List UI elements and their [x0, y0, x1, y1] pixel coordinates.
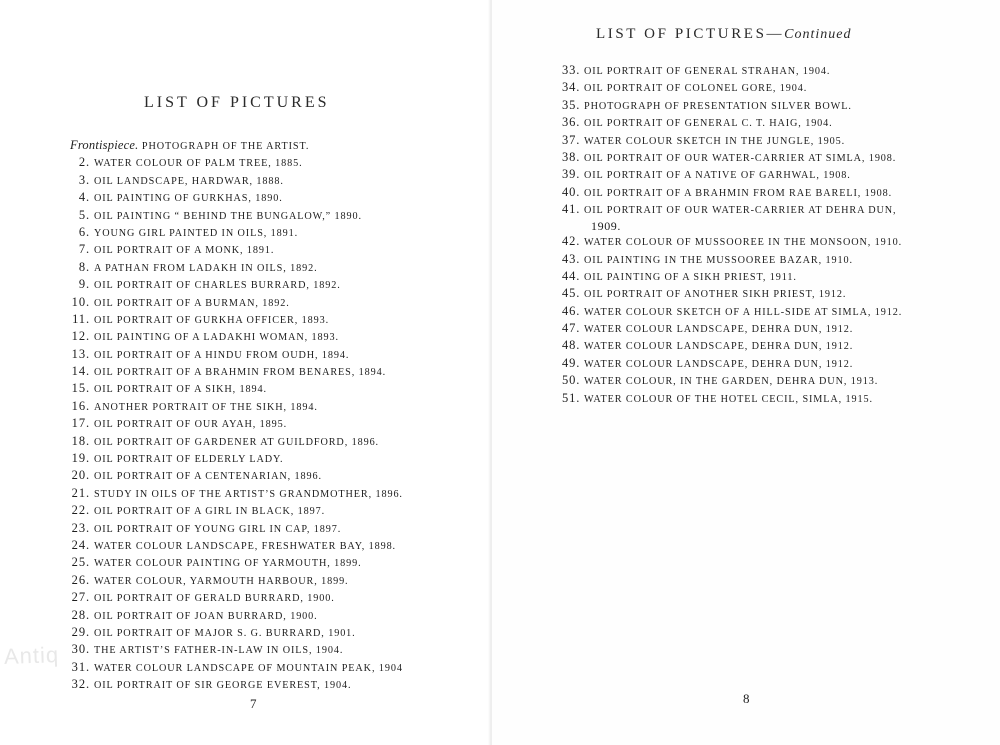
- list-item: [562, 79, 902, 96]
- right-page: [492, 0, 1000, 745]
- entry-text: OIL PORTRAIT OF A NATIVE OF GARHWAL, 1908.: [584, 170, 851, 182]
- entry-number: 4.: [78, 190, 90, 205]
- list-item: [70, 259, 403, 276]
- entry-text: WATER COLOUR LANDSCAPE, FRESHWATER BAY, 1898.: [94, 540, 397, 552]
- left-page: [0, 0, 492, 745]
- entry-text: STUDY IN OILS OF THE ARTIST’S GRANDMOTHER, 1896.: [94, 488, 403, 500]
- list-item: [70, 276, 403, 293]
- entry-text: OIL PORTRAIT OF GENERAL STRAHAN, 1904.: [584, 66, 831, 77]
- entry-number: 20.: [71, 468, 90, 483]
- entry-text: OIL PORTRAIT OF A BRAHMIN FROM RAE BARELI, 1908.: [584, 187, 893, 199]
- page-number: 8: [743, 691, 750, 706]
- entry-text: PHOTOGRAPH OF PRESENTATION SILVER BOWL.: [584, 100, 852, 112]
- list-item: [70, 294, 403, 311]
- list-item: [70, 554, 403, 571]
- list-item: [70, 415, 403, 432]
- list-item: [70, 502, 403, 519]
- entry-text: WATER COLOUR OF THE HOTEL CECIL, SIMLA, 1915.: [584, 393, 873, 405]
- entry-text: OIL PORTRAIT OF OUR WATER-CARRIER AT DEHRA DUN,: [584, 205, 897, 217]
- entry-number: 30.: [71, 642, 90, 657]
- entry-text: A PATHAN FROM LADAKH IN OILS, 1892.: [94, 262, 318, 274]
- entry-number: 42.: [562, 234, 581, 249]
- entry-number: 49.: [562, 355, 581, 370]
- entry-number: 41.: [562, 202, 581, 217]
- entry-number: 34.: [562, 80, 581, 95]
- entry-number: 27.: [71, 590, 90, 605]
- list-item: [562, 337, 902, 354]
- entry-number: 26.: [71, 572, 90, 587]
- entry-text: WATER COLOUR, IN THE GARDEN, DEHRA DUN, 1913.: [584, 376, 879, 388]
- entry-text: OIL PAINTING OF GURKHAS, 1890.: [94, 193, 283, 205]
- entry-text: WATER COLOUR LANDSCAPE, DEHRA DUN, 1912.: [584, 358, 854, 370]
- entry-text: YOUNG GIRL PAINTED IN OILS, 1891.: [94, 227, 299, 239]
- entry-text: OIL PORTRAIT OF OUR WATER-CARRIER AT SIMLA, 1908.: [584, 152, 897, 164]
- entry-number: 48.: [562, 338, 581, 353]
- entry-text: ANOTHER PORTRAIT OF THE SIKH, 1894.: [94, 401, 318, 413]
- list-item: [562, 97, 902, 114]
- frontispiece-label: Frontispiece.: [70, 138, 139, 152]
- page-title: LIST OF PICTURES: [144, 94, 330, 111]
- entry-number: 21.: [71, 485, 90, 500]
- entry-text: OIL PORTRAIT OF GERALD BURRARD, 1900.: [94, 593, 335, 605]
- entry-number: 43.: [562, 251, 581, 266]
- entry-text: WATER COLOUR LANDSCAPE, DEHRA DUN, 1912.: [584, 341, 854, 353]
- entry-number: 19.: [71, 451, 90, 466]
- title-continued: Continued: [784, 27, 852, 42]
- entry-text: WATER COLOUR PAINTING OF YARMOUTH, 1899.: [94, 558, 362, 570]
- entry-text: OIL LANDSCAPE, HARDWAR, 1888.: [94, 175, 284, 187]
- entry-number: 51.: [562, 390, 581, 405]
- list-item: [562, 233, 902, 250]
- list-item: [562, 114, 902, 131]
- list-item: [70, 380, 403, 397]
- entry-number: 6.: [78, 224, 90, 239]
- entry-text: THE ARTIST’S FATHER-IN-LAW IN OILS, 1904.: [94, 645, 344, 657]
- list-item: [562, 355, 902, 372]
- entry-text: OIL PORTRAIT OF SIR GEORGE EVEREST, 1904.: [94, 680, 352, 692]
- entry-number: 46.: [562, 303, 581, 318]
- entry-text: OIL PAINTING “ BEHIND THE BUNGALOW,” 1890.: [94, 210, 362, 222]
- entry-number: 24.: [71, 537, 90, 552]
- entry-text: OIL PORTRAIT OF GENERAL C. T. HAIG, 1904.: [584, 118, 833, 130]
- entry-number: 47.: [562, 321, 581, 336]
- list-item: [70, 624, 403, 641]
- entry-text: WATER COLOUR, YARMOUTH HARBOUR, 1899.: [94, 575, 349, 587]
- list-item: [70, 363, 403, 380]
- entry-number: 50.: [562, 373, 581, 388]
- list-item: [562, 390, 902, 407]
- entry-text: WATER COLOUR LANDSCAPE OF MOUNTAIN PEAK, 1904: [94, 662, 403, 674]
- entry-number: 13.: [71, 346, 90, 361]
- entry-text: OIL PORTRAIT OF A MONK, 1891.: [94, 245, 275, 257]
- entry-text: OIL PORTRAIT OF YOUNG GIRL IN CAP, 1897.: [94, 523, 342, 535]
- frontispiece-entry: [70, 137, 403, 154]
- list-item: [70, 537, 403, 554]
- entry-text: OIL PORTRAIT OF OUR AYAH, 1895.: [94, 419, 288, 431]
- list-item: [562, 303, 902, 320]
- entry-number: 39.: [562, 167, 581, 182]
- list-item: [70, 641, 403, 658]
- entry-number: 38.: [562, 149, 581, 164]
- watermark-text: Antiq: [3, 642, 60, 669]
- entry-number: 33.: [562, 63, 581, 77]
- entry-number: 11.: [72, 311, 90, 326]
- entry-number: 8.: [78, 259, 90, 274]
- entry-number: 31.: [71, 659, 90, 674]
- entry-text: OIL PORTRAIT OF A HINDU FROM OUDH, 1894.: [94, 349, 350, 361]
- entry-number: 22.: [71, 503, 90, 518]
- entry-text: OIL PORTRAIT OF A BURMAN, 1892.: [94, 297, 290, 309]
- list-item: [70, 676, 403, 693]
- list-item: [562, 201, 902, 233]
- entry-text: OIL PORTRAIT OF GARDENER AT GUILDFORD, 1896.: [94, 436, 380, 448]
- list-item: [562, 268, 902, 285]
- list-item: [70, 485, 403, 502]
- entry-number: 40.: [562, 184, 581, 199]
- page-number: 7: [250, 696, 257, 711]
- list-item: [70, 659, 403, 676]
- list-item: [70, 589, 403, 606]
- list-item: [70, 207, 403, 224]
- title-main: LIST OF PICTURES—: [596, 26, 785, 42]
- list-item: [70, 607, 403, 624]
- entry-text: OIL PORTRAIT OF A SIKH, 1894.: [94, 384, 267, 396]
- entry-number: 35.: [562, 97, 581, 112]
- entry-text: WATER COLOUR SKETCH OF A HILL-SIDE AT SIMLA, 1912.: [584, 306, 903, 318]
- entry-number: 23.: [71, 520, 90, 535]
- entry-number: 29.: [71, 624, 90, 639]
- list-item: [562, 62, 902, 79]
- entry-text: OIL PORTRAIT OF COLONEL GORE, 1904.: [584, 83, 808, 95]
- entry-text: OIL PORTRAIT OF ELDERLY LADY.: [94, 454, 284, 466]
- entry-text: OIL PORTRAIT OF A GIRL IN BLACK, 1897.: [94, 506, 326, 518]
- entry-text: OIL PORTRAIT OF GURKHA OFFICER, 1893.: [94, 314, 330, 326]
- list-item: [70, 520, 403, 537]
- entry-number: 25.: [71, 555, 90, 570]
- frontispiece-text: PHOTOGRAPH OF THE ARTIST.: [141, 141, 310, 152]
- entry-text: OIL PAINTING OF A LADAKHI WOMAN, 1893.: [94, 332, 339, 344]
- list-item: [70, 450, 403, 467]
- list-item: [70, 311, 403, 328]
- entry-number: 5.: [78, 207, 90, 222]
- entry-number: 16.: [71, 398, 90, 413]
- entry-text: OIL PORTRAIT OF A CENTENARIAN, 1896.: [94, 471, 322, 483]
- list-item: [562, 372, 902, 389]
- entry-text: OIL PAINTING OF A SIKH PRIEST, 1911.: [584, 271, 797, 283]
- entry-number: 3.: [78, 172, 90, 187]
- entry-number: 10.: [71, 294, 90, 309]
- entry-number: 36.: [562, 115, 581, 130]
- entry-text: WATER COLOUR SKETCH IN THE JUNGLE, 1905.: [584, 135, 846, 147]
- list-item: [70, 467, 403, 484]
- entry-number: 37.: [562, 132, 581, 147]
- entry-number: 44.: [562, 268, 581, 283]
- list-item: [562, 166, 902, 183]
- list-item: [562, 184, 902, 201]
- list-item: [562, 251, 902, 268]
- picture-list-right: [562, 62, 902, 407]
- list-item: [70, 572, 403, 589]
- entry-number: 14.: [71, 364, 90, 379]
- entry-number: 18.: [71, 433, 90, 448]
- list-item: [70, 154, 403, 171]
- list-item: [70, 433, 403, 450]
- list-item: [70, 189, 403, 206]
- list-item: [70, 328, 403, 345]
- entry-number: 7.: [78, 242, 90, 257]
- picture-list-left: [70, 137, 403, 694]
- entry-continuation: 1909.: [591, 218, 621, 233]
- entry-number: 12.: [71, 329, 90, 344]
- entry-number: 45.: [562, 286, 581, 301]
- list-item: [562, 285, 902, 302]
- entry-text: WATER COLOUR OF MUSSOOREE IN THE MONSOON, 1910.: [584, 237, 903, 249]
- list-item: [562, 149, 902, 166]
- entry-text: OIL PORTRAIT OF ANOTHER SIKH PRIEST, 1912.: [584, 289, 847, 301]
- entry-text: OIL PORTRAIT OF MAJOR S. G. BURRARD, 1901.: [94, 627, 356, 639]
- entry-text: WATER COLOUR OF PALM TREE, 1885.: [94, 158, 303, 170]
- entry-text: WATER COLOUR LANDSCAPE, DEHRA DUN, 1912.: [584, 324, 854, 336]
- list-item: [70, 172, 403, 189]
- list-item: [70, 346, 403, 363]
- list-item: [70, 224, 403, 241]
- entry-number: 32.: [71, 677, 90, 692]
- entry-text: OIL PORTRAIT OF CHARLES BURRARD, 1892.: [94, 280, 341, 292]
- list-item: [562, 132, 902, 149]
- page-title-continued: [596, 26, 851, 43]
- list-item: [70, 398, 403, 415]
- entry-number: 15.: [71, 381, 90, 396]
- entry-number: 28.: [71, 607, 90, 622]
- list-item: [70, 241, 403, 258]
- entry-number: 9.: [78, 277, 90, 292]
- entry-number: 17.: [71, 416, 90, 431]
- entry-text: OIL PAINTING IN THE MUSSOOREE BAZAR, 1910.: [584, 254, 853, 266]
- entry-number: 2.: [78, 155, 90, 170]
- entry-text: OIL PORTRAIT OF JOAN BURRARD, 1900.: [94, 610, 318, 622]
- list-item: [562, 320, 902, 337]
- entry-text: OIL PORTRAIT OF A BRAHMIN FROM BENARES, 1894.: [94, 367, 387, 379]
